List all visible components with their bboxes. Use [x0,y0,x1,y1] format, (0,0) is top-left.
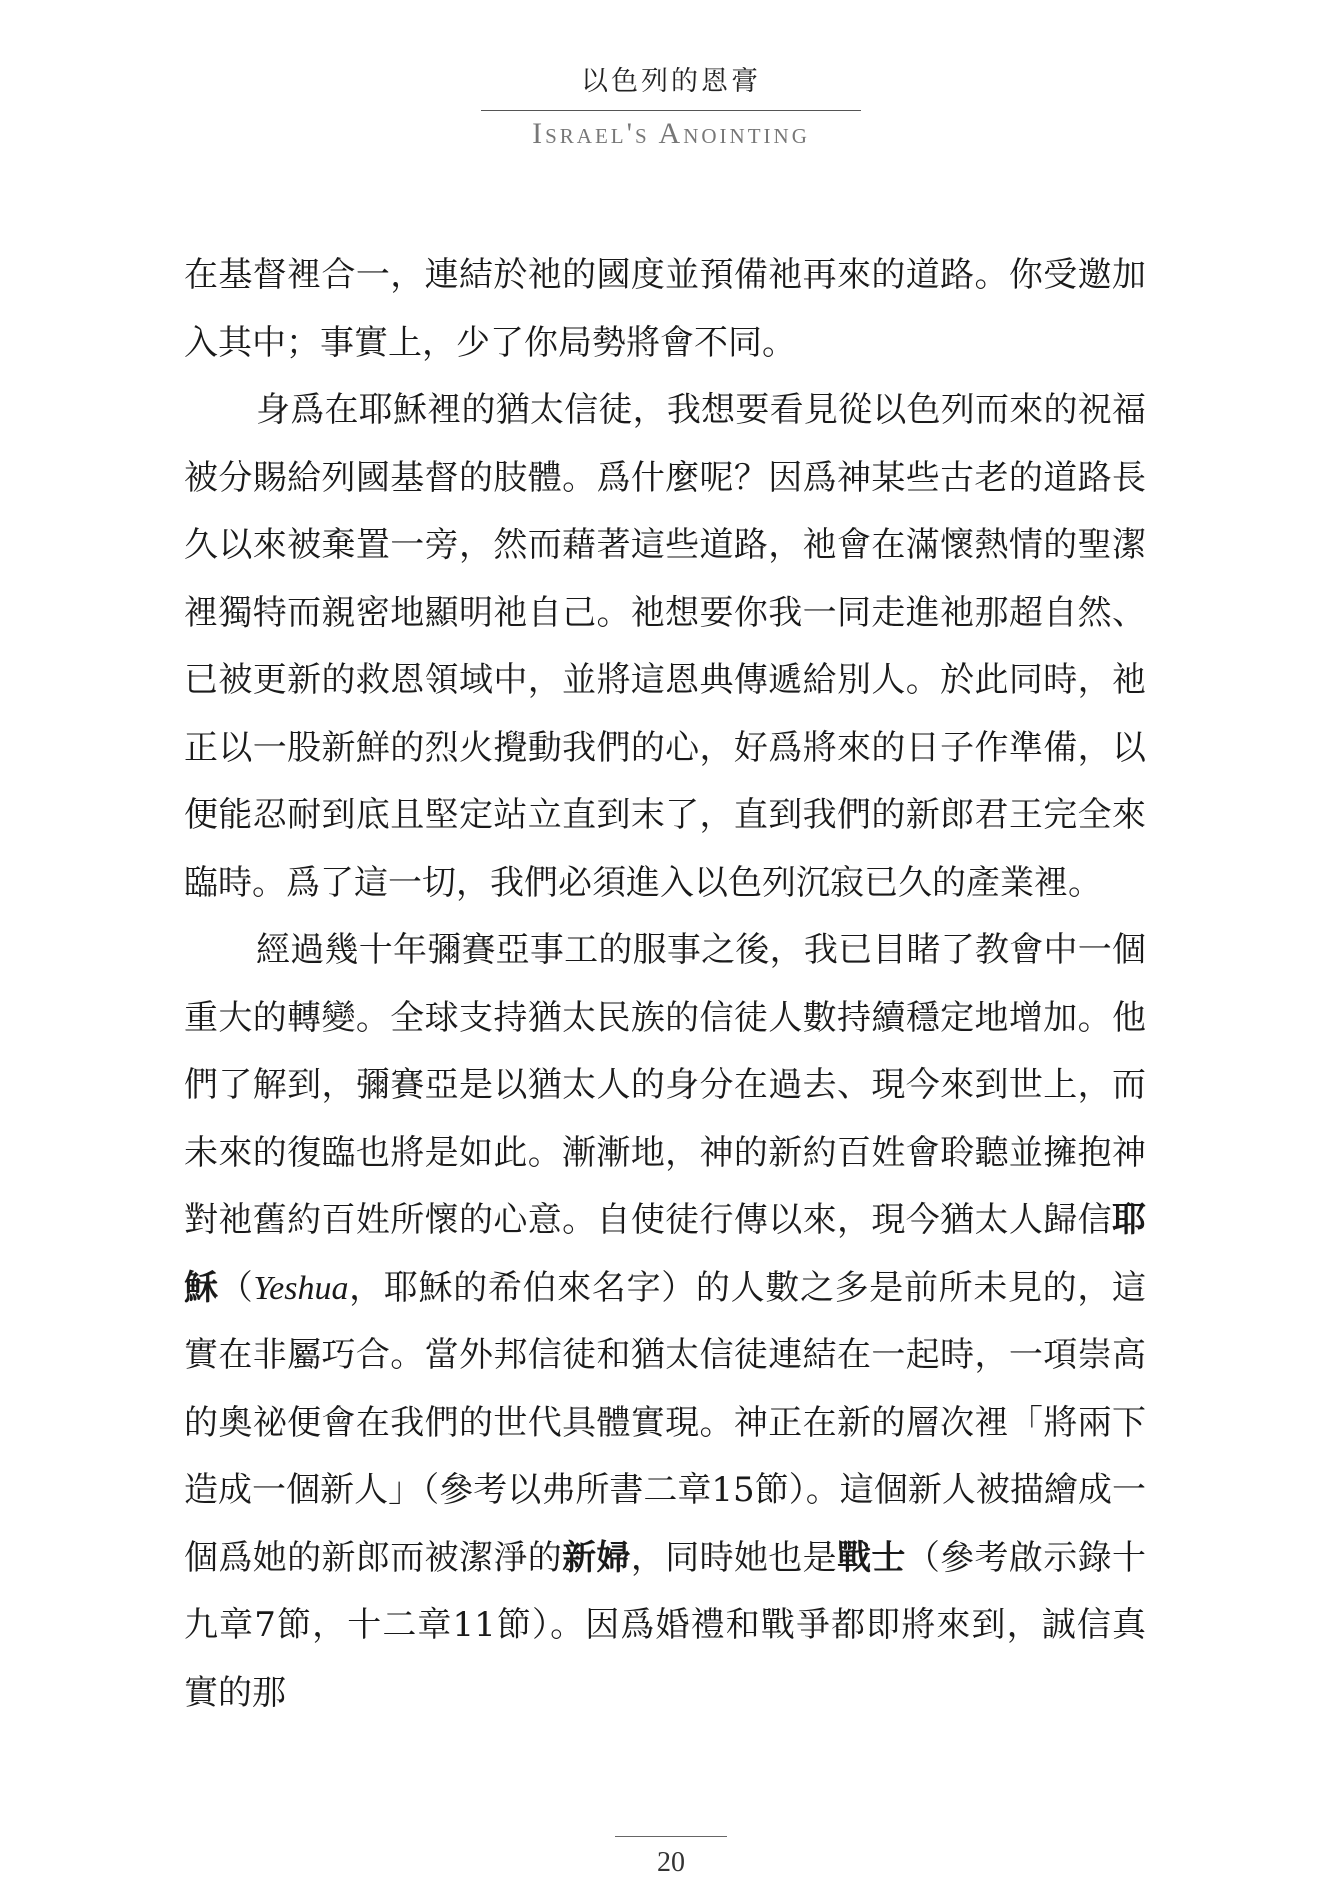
running-header [0,64,1342,151]
paragraph-3-text-4: ，同時她也是 [630,1537,838,1578]
emphasis-yeshua: 耶穌 [184,1200,1146,1308]
paragraph-3-text-1: 經過幾十年彌賽亞事工的服事之後，我已目睹了教會中一個重大的轉變。全球支持猶太民族的信徒人數持續穩定地增加。他們了解到，彌賽亞是以猶太人的身分在過去、現今來到世上，而未來的復臨也將是如此。漸漸地，神的新約百姓會聆聽並擁抱神對祂舊約百姓所懷的心意。自使徒行傳以來，現今猶太人歸信 [184,930,1146,1240]
page-body [184,242,1146,1727]
paragraph-2: 身爲在耶穌裡的猶太信徒，我想要看見從以色列而來的祝福被分賜給列國基督的肢體。爲什麼呢？因爲神某些古老的道路長久以來被棄置一旁，然而藉著這些道路，祂會在滿懷熱情的聖潔裡獨特而親密地顯明祂自己。祂想要你我一同走進祂那超自然、已被更新的救恩領域中，並將這恩典傳遞給別人。於此同時，祂正以一股新鮮的烈火攪動我們的心，好爲將來的日子作準備，以便能忍耐到底且堅定站立直到末了，直到我們的新郎君王完全來臨時。爲了這一切，我們必須進入以色列沉寂已久的產業裡。 [184,390,1146,903]
book-title: 以色列的恩膏 [581,66,761,97]
paragraph-3-text-3: ，耶穌的希伯來名字）的人數之多是前所未見的，這實在非屬巧合。當外邦信徒和猶太信徒連結在一起時，一項崇高的奧祕便會在我們的世代具體實現。神正在新的層次裡「將兩下造成一個新人」（參考以弗所書二章15節）。這個新人被描繪成一個爲她的新郎而被潔淨的 [184,1267,1147,1578]
emphasis-warrior: 戰士 [837,1537,906,1578]
paragraph-3 [184,917,1146,1727]
page-footer [0,1836,1342,1879]
paragraph-3-text-2: （ [218,1267,254,1308]
paragraph-3-text-5: （參考啟示錄十九章7節，十二章11節）。因爲婚禮和戰爭都即將來到，誠信真實的那 [184,1537,1147,1713]
footer-divider [615,1836,727,1837]
paragraph-1: 在基督裡合一，連結於祂的國度並預備祂再來的道路。你受邀加入其中；事實上，少了你局勢將會不同。 [184,255,1146,363]
italic-yeshua: Yeshua [253,1269,349,1307]
book-subtitle: Israel's Anointing [532,117,810,150]
header-divider [481,110,861,111]
emphasis-bride: 新婦 [562,1537,631,1578]
page-number: 20 [657,1847,685,1878]
